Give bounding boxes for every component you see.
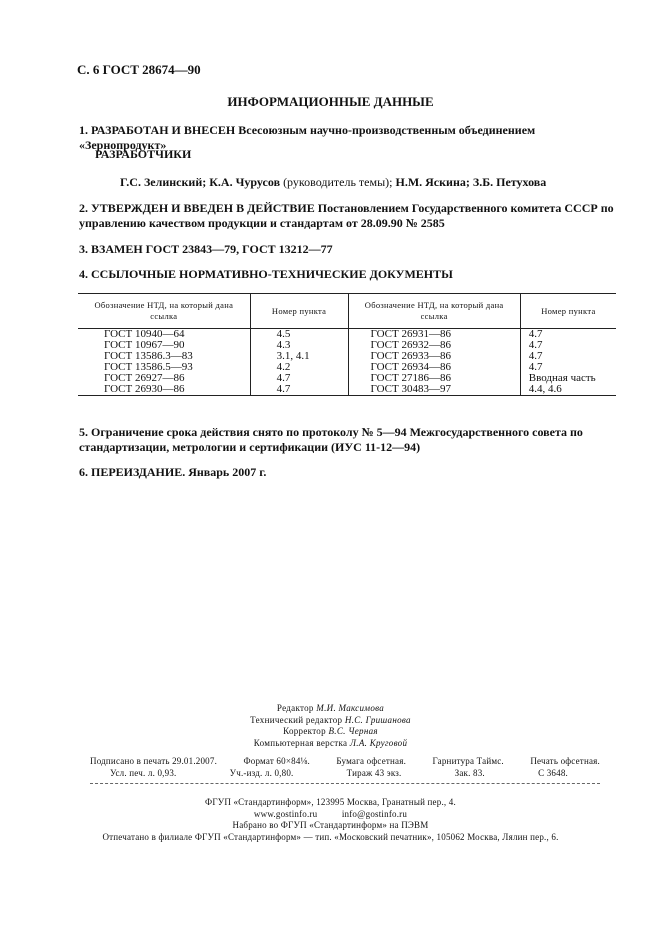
table-cell: 4.7 — [520, 351, 616, 362]
table-cell: ГОСТ 26933—86 — [348, 351, 520, 362]
page-title: ИНФОРМАЦИОННЫЕ ДАННЫЕ — [227, 94, 434, 109]
credit-line — [0, 715, 661, 727]
credit-role: Технический редактор — [250, 714, 343, 725]
credit-role: Редактор — [276, 703, 314, 713]
developers-list — [120, 175, 546, 190]
table-cell: 4.7 — [520, 329, 616, 341]
section-1-number: 1. — [79, 123, 88, 137]
print-info-item: С 3648. — [538, 768, 568, 778]
print-info-item: Гарнитура Таймс. — [432, 756, 504, 766]
developers-heading: РАЗРАБОТЧИКИ — [95, 147, 192, 161]
table-cell: 4.5 — [250, 329, 348, 341]
page-header: С. 6 ГОСТ 28674—90 — [77, 62, 201, 77]
table-cell: ГОСТ 26931—86 — [348, 329, 520, 341]
developer-name: З.Б. Петухова — [472, 175, 547, 189]
section-2-number: 2. — [79, 201, 88, 215]
table-cell: ГОСТ 10967—90 — [104, 339, 185, 351]
credit-line — [0, 703, 661, 715]
table-cell: ГОСТ 26930—86 — [78, 384, 250, 396]
credit-role: Компьютерная верстка — [253, 737, 348, 748]
credit-name: Л.А. Круговой — [349, 737, 408, 748]
credits-block — [0, 703, 661, 749]
section-3: 3. ВЗАМЕН ГОСТ 23843—79, ГОСТ 13212—77 — [79, 242, 333, 256]
print-info-item: Печать офсетная. — [530, 756, 600, 766]
developer-name: Г.С. Зелинский; — [120, 175, 207, 189]
table-cell: Вводная часть — [520, 373, 616, 384]
section-5-number: 5. — [79, 425, 88, 439]
table-row — [78, 384, 616, 396]
print-info-row — [90, 755, 600, 767]
credit-name: В.С. Черная — [328, 726, 378, 736]
divider — [90, 783, 600, 784]
credit-line — [0, 738, 661, 750]
section-2-bold: УТВЕРЖДЕН И ВВЕДЕН В ДЕЙСТВИЕ — [91, 201, 315, 215]
table-cell: ГОСТ 26932—86 — [348, 340, 520, 351]
print-info-item: Зак. 83. — [454, 768, 485, 778]
credit-role: Корректор — [283, 726, 326, 736]
section-5 — [79, 425, 619, 455]
section-1-bold: РАЗРАБОТАН И ВНЕСЕН — [91, 123, 236, 137]
print-info — [90, 755, 600, 779]
publisher-footer — [0, 797, 661, 843]
table-header-clause: Номер пункта — [520, 294, 616, 329]
references-table — [78, 293, 616, 396]
credit-name: М.И. Максимова — [316, 703, 385, 713]
footer-line: Отпечатано в филиале ФГУП «Стандартинформ» — тип. «Московский печатник», 105062 Москва, Лялин пер., 6. — [102, 831, 559, 842]
table-cell: ГОСТ 30483—97 — [348, 384, 520, 396]
footer-line: ФГУП «Стандартинформ», 123995 Москва, Гранатный пер., 4. — [205, 797, 456, 807]
table-cell: ГОСТ 26927—86 — [104, 372, 185, 384]
footer-line: www.gostinfo.ru info@gostinfo.ru — [253, 808, 408, 819]
table-header-designation: Обозначение НТД, на который дана ссылка — [348, 294, 520, 329]
developer-name: К.А. Чурусов — [209, 175, 281, 189]
table-cell: ГОСТ 13586.3—83 — [104, 350, 193, 362]
section-2-text: Постановлением Государственного комитета СССР по управлению качеством продукции и стандартам от 28.09.90 № 2585 — [79, 201, 614, 230]
table-cell: 4.2 — [250, 362, 348, 373]
table-header-designation: Обозначение НТД, на который дана ссылка — [78, 294, 250, 329]
table-cell: 4.7 — [250, 373, 348, 384]
print-info-item: Бумага офсетная. — [336, 756, 407, 766]
table-cell: 4.7 — [250, 384, 348, 396]
developer-note: (руководитель темы); — [283, 175, 393, 189]
table-cell: ГОСТ 13586.5—93 — [104, 361, 193, 373]
section-1-text: Всесоюзным научно-производственным объединением «Зернопродукт» — [79, 123, 536, 152]
section-6: 6. ПЕРЕИЗДАНИЕ. Январь 2007 г. — [79, 465, 267, 479]
credit-name: Н.С. Гришанова — [344, 714, 411, 725]
print-info-item: Формат 60×84⅛. — [243, 756, 310, 766]
section-5-text: Ограничение срока действия снято по протоколу № 5—94 Межгосударственного совета по стандартизации, метрологии и сертификации (ИУС 11-12—94) — [79, 425, 583, 454]
table-cell: 3.1, 4.1 — [250, 351, 348, 362]
section-4: 4. ССЫЛОЧНЫЕ НОРМАТИВНО-ТЕХНИЧЕСКИЕ ДОКУМЕНТЫ — [79, 267, 453, 281]
table-header-row — [78, 294, 616, 329]
table-cell: ГОСТ 26934—86 — [348, 362, 520, 373]
table-header-clause: Номер пункта — [250, 294, 348, 329]
print-info-item: Подписано в печать 29.01.2007. — [90, 756, 218, 766]
print-info-row — [90, 767, 600, 779]
print-info-item: Уч.-изд. л. 0,80. — [229, 768, 294, 778]
table-cell: 4.4, 4.6 — [520, 384, 616, 396]
section-2 — [79, 201, 619, 231]
table-cell: 4.3 — [250, 340, 348, 351]
table-cell: 4.7 — [520, 362, 616, 373]
table-cell: 4.7 — [520, 340, 616, 351]
developer-name: Н.М. Яскина; — [395, 175, 470, 189]
table-cell: ГОСТ 27186—86 — [348, 373, 520, 384]
print-info-item: Усл. печ. л. 0,93. — [110, 768, 177, 778]
table-cell: ГОСТ 10940—64 — [104, 328, 185, 340]
footer-line: Набрано во ФГУП «Стандартинформ» на ПЭВМ — [232, 820, 429, 830]
credit-line — [0, 726, 661, 738]
print-info-item: Тираж 43 экз. — [346, 768, 402, 778]
